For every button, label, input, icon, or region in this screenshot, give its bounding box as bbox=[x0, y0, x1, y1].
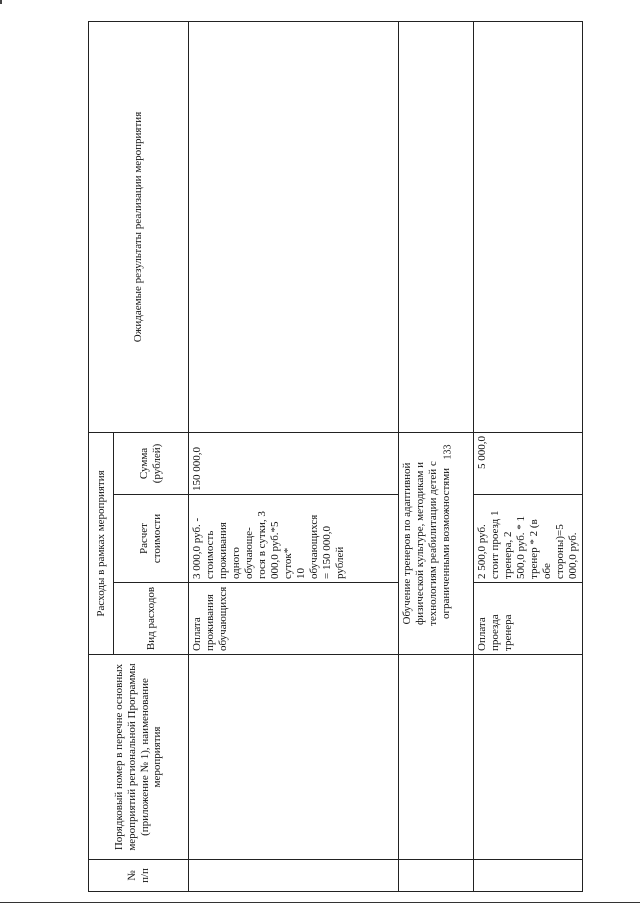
row1-num bbox=[189, 860, 399, 892]
row2-program bbox=[474, 655, 583, 860]
header-type: Вид расходов bbox=[114, 583, 189, 655]
section-row bbox=[399, 21, 474, 891]
section-program-empty bbox=[399, 655, 474, 860]
row1-results bbox=[189, 21, 399, 432]
row1-program bbox=[189, 655, 399, 860]
rotated-table-container bbox=[88, 22, 579, 892]
table-header-row bbox=[89, 21, 114, 891]
row1-sum: 150 000,0 bbox=[189, 432, 399, 494]
row2-sum: 5 000,0 bbox=[474, 432, 583, 494]
row2-calc: 2 500,0 руб. стоит проезд 1 тренера, 2 500,0 руб. * 1 тренер * 2 (в обе стороны)=5 000,0 руб. bbox=[474, 495, 583, 583]
header-calc: Расчет стоимости bbox=[114, 495, 189, 583]
section-title: Обучение тренеров по адаптивной физической культуре, методикам и технологиям реабилитации детей с ограниченными возможностями bbox=[399, 432, 474, 654]
page-bottom-edge bbox=[0, 902, 640, 903]
table-row bbox=[474, 21, 583, 891]
section-results-empty bbox=[399, 21, 474, 432]
header-program: Порядковый номер в перечне основных мероприятий региональной Программы (приложение № 1), наименование мероприятия bbox=[89, 655, 189, 860]
row2-results bbox=[474, 21, 583, 432]
header-num: № п/п bbox=[89, 860, 189, 892]
row1-calc: 3 000,0 руб. - стоимость проживания одного обучающе- гося в сутки, 3 000,0 руб.*5 суток* 10 обучающихся = 150 000,0 рублей bbox=[189, 495, 399, 583]
row2-type: Оплата проезда тренера bbox=[474, 583, 583, 655]
section-num-empty bbox=[399, 860, 474, 892]
expenses-table bbox=[88, 21, 583, 892]
scan-mark bbox=[0, 0, 2, 4]
header-sum: Сумма (рублей) bbox=[114, 432, 189, 494]
page-number: 133 bbox=[442, 444, 454, 460]
row1-type: Оплата проживания обучающихся bbox=[189, 583, 399, 655]
header-results: Ожидаемые результаты реализации мероприятия bbox=[89, 21, 189, 432]
table-row bbox=[189, 21, 399, 891]
row2-num bbox=[474, 860, 583, 892]
header-expenses: Расходы в рамках мероприятия bbox=[89, 432, 114, 654]
